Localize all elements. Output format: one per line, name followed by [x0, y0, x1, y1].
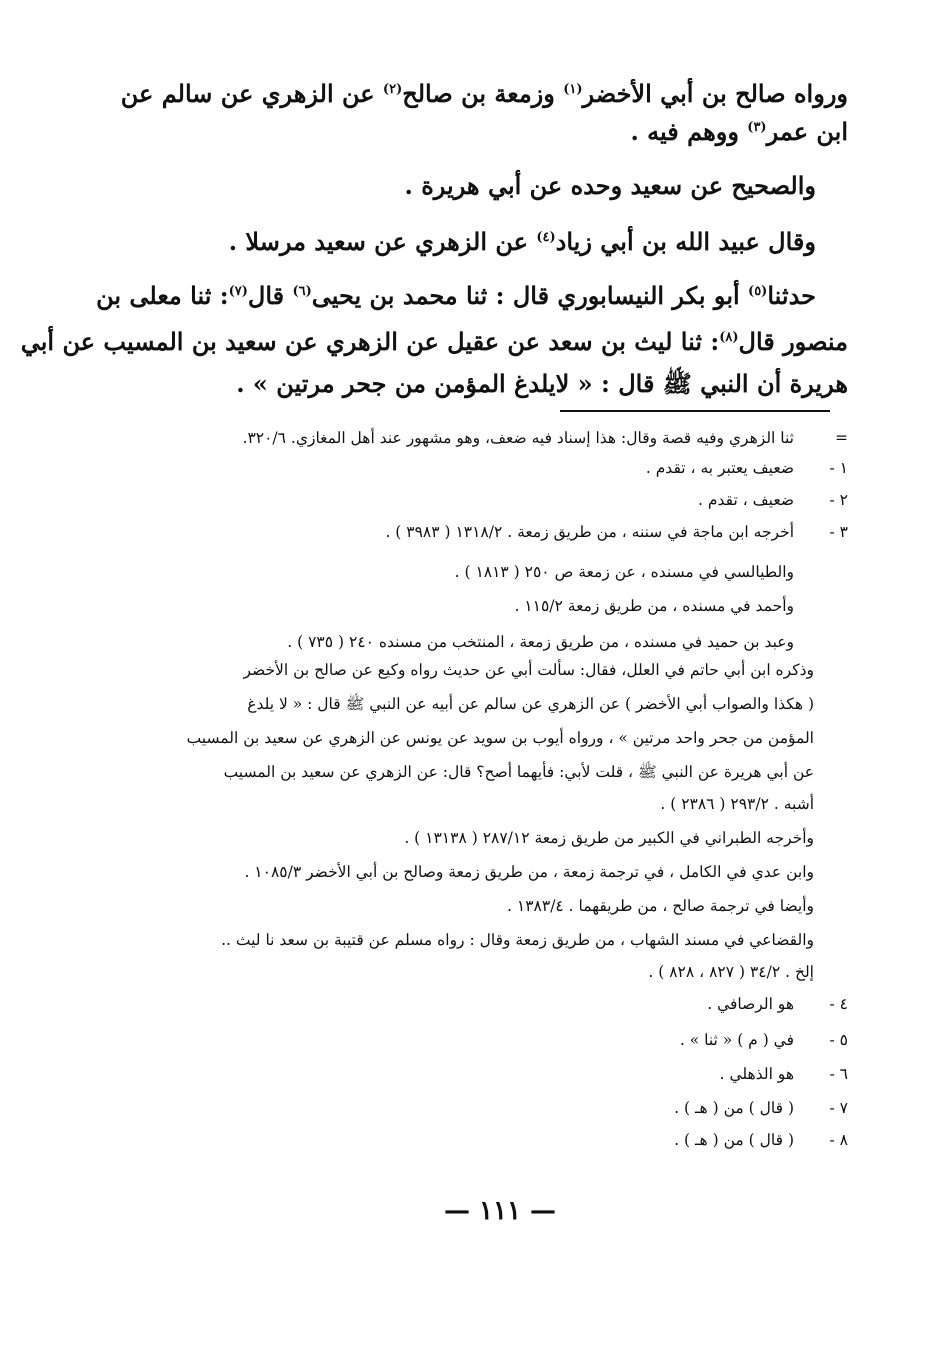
main-line-3: والصحيح عن سعيد وحده عن أبي هريرة .	[404, 171, 816, 200]
text-segment: عن الزهري عن سالم عن	[120, 79, 383, 108]
text-segment: قال	[247, 281, 293, 310]
footnote-number: ٣ -	[829, 523, 848, 541]
footnote-ref-4[interactable]: (٤)	[536, 230, 556, 245]
text-segment: ورواه صالح بن أبي الأخضر	[582, 79, 848, 108]
footnote-text: هو الذهلي .	[719, 1065, 794, 1083]
text-segment: : ثنا معلى بن	[96, 281, 229, 310]
footnote-text: والطيالسي في مسنده ، عن زمعة ص ٢٥٠ ( ١٨١٣ ) .	[454, 563, 794, 581]
footnote-text: ضعيف ، تقدم .	[698, 491, 794, 509]
footnote-text: ( قال ) من ( هـ ) .	[674, 1131, 794, 1149]
footnote-text: ( قال ) من ( هـ ) .	[674, 1099, 794, 1117]
footnote-number: ٤ -	[829, 995, 848, 1013]
footnote-text: وأخرجه الطبراني في الكبير من طريق زمعة ٢٨٧/١٢ ( ١٣١٣٨ ) .	[404, 829, 814, 847]
main-line-6	[20, 327, 848, 356]
footnote-number: ١ -	[829, 459, 848, 477]
footnote-text: أخرجه ابن ماجة في سننه ، من طريق زمعة . ١٣١٨/٢ ( ٣٩٨٣ ) .	[385, 523, 794, 541]
footnote-text: وذكره ابن أبي حاتم في العلل، فقال: سألت أبي عن حديث رواه وكيع عن صالح بن الأخضر	[243, 661, 814, 679]
text-segment: منصور قال	[738, 327, 848, 356]
footnote-number: ٥ -	[829, 1031, 848, 1049]
text-segment: عن الزهري عن سعيد مرسلا .	[228, 227, 537, 256]
footnote-ref-7[interactable]: (٧)	[228, 284, 248, 299]
text-segment: حدثنا	[767, 281, 816, 310]
text-segment: : ثنا ليث بن سعد عن عقيل عن الزهري عن سعيد بن المسيب عن أبي	[20, 327, 720, 356]
footnote-number: ٨ -	[829, 1131, 848, 1149]
footnote-text: ضعيف يعتبر به ، تقدم .	[645, 459, 794, 477]
footnote-text: أشبه . ٢٩٣/٢ ( ٢٣٨٦ ) .	[660, 795, 814, 813]
footnote-ref-1[interactable]: (١)	[563, 82, 583, 97]
footnote-ref-3[interactable]: (٣)	[747, 120, 767, 135]
text-segment: وقال عبيد الله بن أبي زياد	[555, 227, 816, 256]
footnote-text: ثنا الزهري وفيه قصة وقال: هذا إسناد فيه ضعف، وهو مشهور عند أهل المغازي. ٣٢٠/٦.	[242, 429, 794, 447]
footnote-text: ( هكذا والصواب أبي الأخضر ) عن الزهري عن سالم عن أبيه عن النبي ﷺ قال : « لا يلدغ	[247, 695, 814, 713]
footnote-text: والقضاعي في مسند الشهاب ، من طريق زمعة وقال : رواه مسلم عن قتيبة بن سعد نا ليث ..	[221, 931, 814, 949]
text-segment: ووهم فيه .	[630, 117, 748, 146]
main-line-2	[630, 118, 848, 146]
footnote-text: في ( م ) « ثنا » .	[679, 1031, 794, 1049]
main-line-5	[96, 281, 816, 310]
footnote-text: وأيضا في ترجمة صالح ، من طريقهما . ١٣٨٣/٤ .	[507, 897, 814, 915]
footnote-ref-5[interactable]: (٥)	[748, 284, 768, 299]
text-segment: وزمعة بن صالح	[402, 79, 564, 108]
footnote-text: عن أبي هريرة عن النبي ﷺ ، قلت لأبي: فأيهما أصح؟ قال: عن الزهري عن سعيد بن المسيب	[223, 763, 814, 781]
footnote-number: ٧ -	[829, 1099, 848, 1117]
footnote-divider	[560, 410, 830, 412]
footnote-text: إلخ . ٣٤/٢ ( ٨٢٧ ، ٨٢٨ ) .	[648, 963, 814, 981]
page-number: — ١١١ —	[443, 1196, 557, 1226]
footnote-ref-6[interactable]: (٦)	[292, 284, 312, 299]
footnote-number: ٦ -	[829, 1065, 848, 1083]
footnote-text: المؤمن من جحر واحد مرتين » ، ورواه أيوب بن سويد عن يونس عن الزهري عن سعيد بن المسيب	[186, 729, 814, 747]
footnote-text: وابن عدي في الكامل ، في ترجمة زمعة ، من طريق زمعة وصالح بن أبي الأخضر ١٠٨٥/٣ .	[244, 863, 814, 881]
footnote-text: هو الرصافي .	[707, 995, 794, 1013]
footnote-ref-2[interactable]: (٢)	[382, 82, 403, 97]
text-segment: أبو بكر النيسابوري قال : ثنا محمد بن يحيى	[311, 281, 749, 310]
footnote-text: وعبد بن حميد في مسنده ، من طريق زمعة ، المنتخب من مسنده ٢٤٠ ( ٧٣٥ ) .	[287, 633, 794, 651]
main-line-4	[229, 228, 816, 256]
text-segment: ابن عمر	[766, 117, 848, 146]
main-line-7: هريرة أن النبي ﷺ قال : « لايلدغ المؤمن من جحر مرتين » .	[236, 369, 848, 398]
footnote-text: وأحمد في مسنده ، من طريق زمعة ١١٥/٢ .	[514, 597, 794, 615]
footnote-number: ٢ -	[829, 491, 848, 509]
footnote-ref-8[interactable]: (٨)	[719, 330, 739, 345]
main-line-1	[120, 79, 848, 108]
footnote-number: =	[835, 429, 848, 447]
